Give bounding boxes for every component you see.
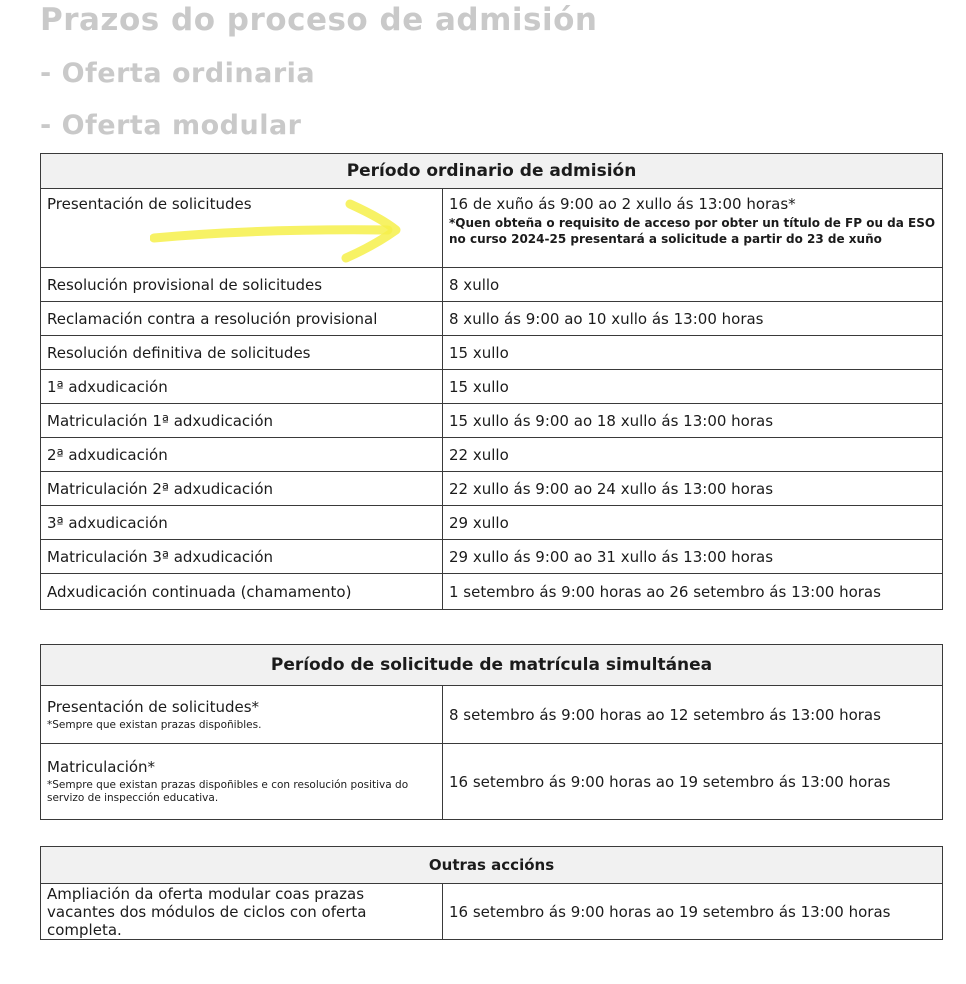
table-header-row — [41, 847, 943, 884]
page-title: Prazos do proceso de admisión — [40, 2, 598, 38]
row-value: 16 setembro ás 9:00 horas ao 19 setembro ás 13:00 horas — [443, 884, 943, 940]
row-value: 16 setembro ás 9:00 horas ao 19 setembro ás 13:00 horas — [443, 744, 943, 820]
row-footnote: *Sempre que existan prazas dispoñibles. — [47, 718, 262, 731]
table-row — [41, 686, 943, 744]
row-label: Matriculación 3ª adxudicación — [41, 540, 443, 574]
row-label: 3ª adxudicación — [41, 506, 443, 540]
row-label-cell — [41, 686, 443, 744]
row-value-cell — [443, 189, 943, 268]
row-label: Matriculación 2ª adxudicación — [41, 472, 443, 506]
table-row — [41, 884, 943, 940]
row-label: 2ª adxudicación — [41, 438, 443, 472]
table-row — [41, 370, 943, 404]
table-row — [41, 540, 943, 574]
row-label-cell — [41, 744, 443, 820]
table-row — [41, 336, 943, 370]
row-footnote: *Sempre que existan prazas dispoñibles e con resolución positiva do servizo de inspección educativa. — [47, 779, 409, 804]
row-value: 29 xullo — [443, 506, 943, 540]
subtitle-modular-offer: - Oferta modular — [40, 110, 302, 141]
table-row — [41, 506, 943, 540]
row-value: 15 xullo ás 9:00 ao 18 xullo ás 13:00 horas — [443, 404, 943, 438]
simultaneous-table-header: Período de solicitude de matrícula simultánea — [41, 645, 943, 686]
row-label: Resolución provisional de solicitudes — [41, 268, 443, 302]
row-value: 8 xullo — [443, 268, 943, 302]
hand-drawn-arrow-icon — [150, 196, 410, 266]
row-value: 8 setembro ás 9:00 horas ao 12 setembro ás 13:00 horas — [443, 686, 943, 744]
row-label: Adxudicación continuada (chamamento) — [41, 574, 443, 610]
row-label: Presentación de solicitudes* — [47, 697, 260, 716]
subtitle-ordinary-offer: - Oferta ordinaria — [40, 58, 316, 89]
row-label: Reclamación contra a resolución provisional — [41, 302, 443, 336]
row-label: Matriculación* — [47, 758, 156, 776]
row-value: 15 xullo — [443, 370, 943, 404]
row-value: 1 setembro ás 9:00 horas ao 26 setembro ás 13:00 horas — [443, 574, 943, 610]
simultaneous-enrolment-table — [40, 644, 943, 820]
row-label: Ampliación da oferta modular coas prazas vacantes dos módulos de ciclos con oferta completa. — [41, 884, 443, 940]
table-row — [41, 404, 943, 438]
table-row — [41, 302, 943, 336]
table-row — [41, 574, 943, 610]
ordinary-table-header: Período ordinario de admisión — [41, 154, 943, 189]
row-label: Presentación de solicitudes — [41, 189, 443, 268]
other-table-header: Outras accións — [41, 847, 943, 884]
table-row — [41, 744, 943, 820]
row-label: 1ª adxudicación — [41, 370, 443, 404]
row-value: 22 xullo — [443, 438, 943, 472]
other-actions-table — [40, 846, 943, 940]
row-value: 29 xullo ás 9:00 ao 31 xullo ás 13:00 horas — [443, 540, 943, 574]
table-header-row — [41, 154, 943, 189]
row-value: 15 xullo — [443, 336, 943, 370]
table-row — [41, 472, 943, 506]
table-row — [41, 268, 943, 302]
row-label: Resolución definitiva de solicitudes — [41, 336, 443, 370]
table-header-row — [41, 645, 943, 686]
row-value: 22 xullo ás 9:00 ao 24 xullo ás 13:00 horas — [443, 472, 943, 506]
row-value: 16 de xuño ás 9:00 ao 2 xullo ás 13:00 horas* — [449, 195, 796, 213]
row-value: 8 xullo ás 9:00 ao 10 xullo ás 13:00 horas — [443, 302, 943, 336]
row-footnote: *Quen obteña o requisito de acceso por obter un título de FP ou da ESO no curso 2024-25 presentará a solicitude a partir do 23 de xuño — [449, 216, 936, 246]
row-label: Matriculación 1ª adxudicación — [41, 404, 443, 438]
table-row — [41, 438, 943, 472]
